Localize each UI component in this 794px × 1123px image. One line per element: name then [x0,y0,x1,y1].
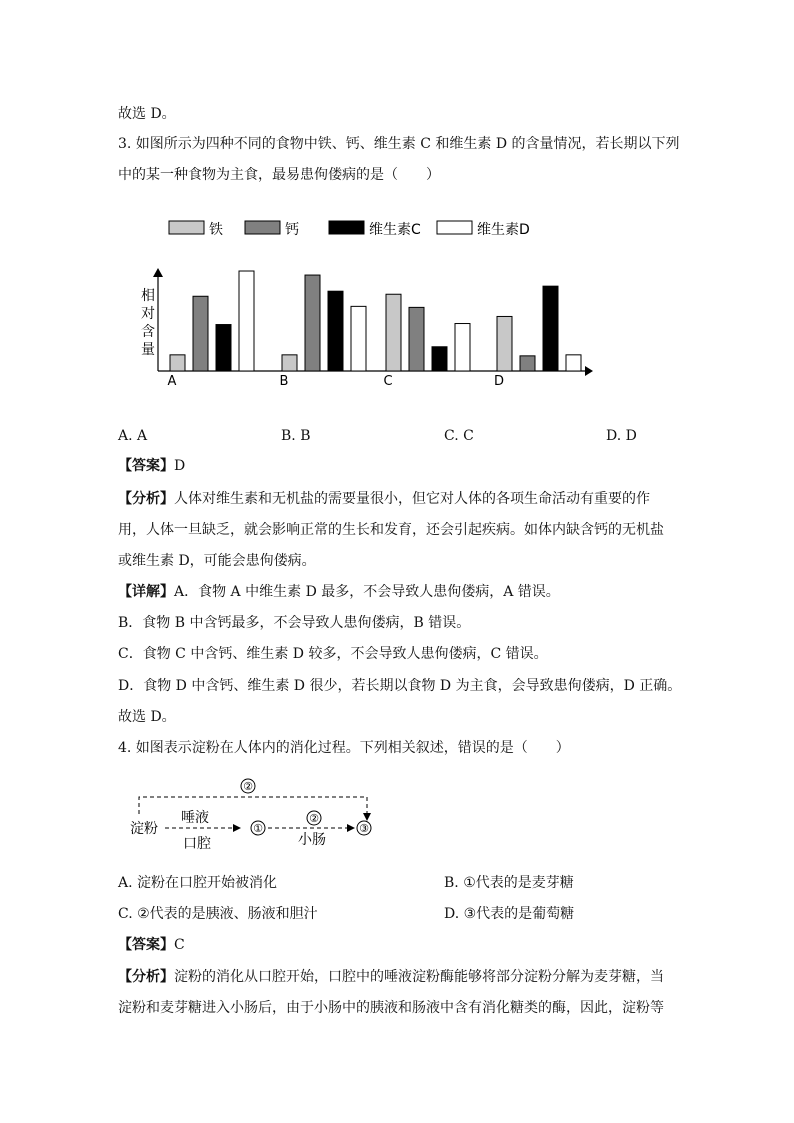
q4-option-d[interactable]: D. ③代表的是葡萄糖 [444,906,575,922]
analysis-label: 【分析】 [118,491,174,507]
analysis-text: 淀粉的消化从口腔开始，口腔中的唾液淀粉酶能够将部分淀粉分解为麦芽糖，当 [174,969,664,985]
q3-option-c[interactable]: C. C [444,428,474,444]
legend-label-4: 维生素D [477,222,530,238]
q3-detail-line-4: D．食物 D 中含钙、维生素 D 很少，若长期以食物 D 为主食，会导致患佝偻病，D 正确。 [118,678,682,694]
q3-option-b[interactable]: B. B [281,428,311,444]
answer-value: C [174,937,185,953]
top-dashed-path [139,797,367,820]
start-label: 淀粉 [130,821,158,837]
saliva-label: 唾液 [181,810,209,826]
q3-detail-line-5: 故选 D。 [118,709,176,725]
q4-option-b[interactable]: B. ①代表的是麦芽糖 [444,875,574,891]
small-intestine-label: 小肠 [298,832,326,848]
q3-detail-line-2: B．食物 B 中含钙最多，不会导致人患佝偻病，B 错误。 [118,615,471,631]
y-label-char-2: 对 [141,306,155,322]
q3-option-a[interactable]: A. A [118,428,148,444]
legend-label-3: 维生素C [369,222,421,238]
x-tick-A: A [167,374,177,389]
x-tick-B: B [279,374,289,389]
node-1-label: ① [253,822,263,835]
q4-analysis-line-2: 淀粉和麦芽糖进入小肠后，由于小肠中的胰液和肠液中含有消化糖类的酶，因此，淀粉等 [118,1000,664,1016]
detail-label: 【详解】 [118,584,174,600]
q4-option-a[interactable]: A. 淀粉在口腔开始被消化 [118,875,278,891]
q3-detail-line-3: C．食物 C 中含钙、维生素 D 较多，不会导致人患佝偻病，C 错误。 [118,646,548,662]
node-2-label: ② [309,812,319,825]
analysis-text: 人体对维生素和无机盐的需要量很小，但它对人体的各项生命活动有重要的作 [174,491,650,507]
q3-question-line-1: 3. 如图所示为四种不同的食物中铁、钙、维生素 C 和维生素 D 的含量情况，若长期以下列 [118,136,680,152]
q4-option-c[interactable]: C. ②代表的是胰液、肠液和胆汁 [118,906,318,922]
y-label-char-1: 相 [141,288,155,304]
detail-text: A．食物 A 中维生素 D 最多，不会导致人患佝偻病，A 错误。 [174,584,560,600]
analysis-label: 【分析】 [118,969,174,985]
q4-analysis-line-1 [118,967,664,987]
answer-value: D [174,458,186,474]
answer-label: 【答案】 [118,937,174,953]
q3-question-line-2: 中的某一种食物为主食，最易患佝偻病的是（ ） [118,167,440,183]
q4-answer [118,935,185,955]
x-tick-C: C [383,374,393,389]
node-3-label: ③ [359,822,369,835]
text-line-1: 故选 D。 [118,106,176,122]
q3-analysis-line-2: 用，人体一旦缺乏，就会影响正常的生长和发育，还会引起疾病。如体内缺含钙的无机盐 [118,522,664,538]
top-circle-label: ② [243,780,253,793]
q3-analysis-line-3: 或维生素 D，可能会患佝偻病。 [118,553,316,569]
mouth-label: 口腔 [183,836,211,852]
legend-label-2: 钙 [285,222,299,238]
q3-option-d[interactable]: D. D [606,428,637,444]
legend-label-1: 铁 [209,222,223,238]
answer-label: 【答案】 [118,458,174,474]
y-label-char-4: 量 [141,342,155,358]
y-label-char-3: 含 [141,324,155,340]
x-tick-D: D [493,374,505,389]
q4-question: 4. 如图表示淀粉在人体内的消化过程。下列相关叙述，错误的是（ ） [118,740,570,756]
